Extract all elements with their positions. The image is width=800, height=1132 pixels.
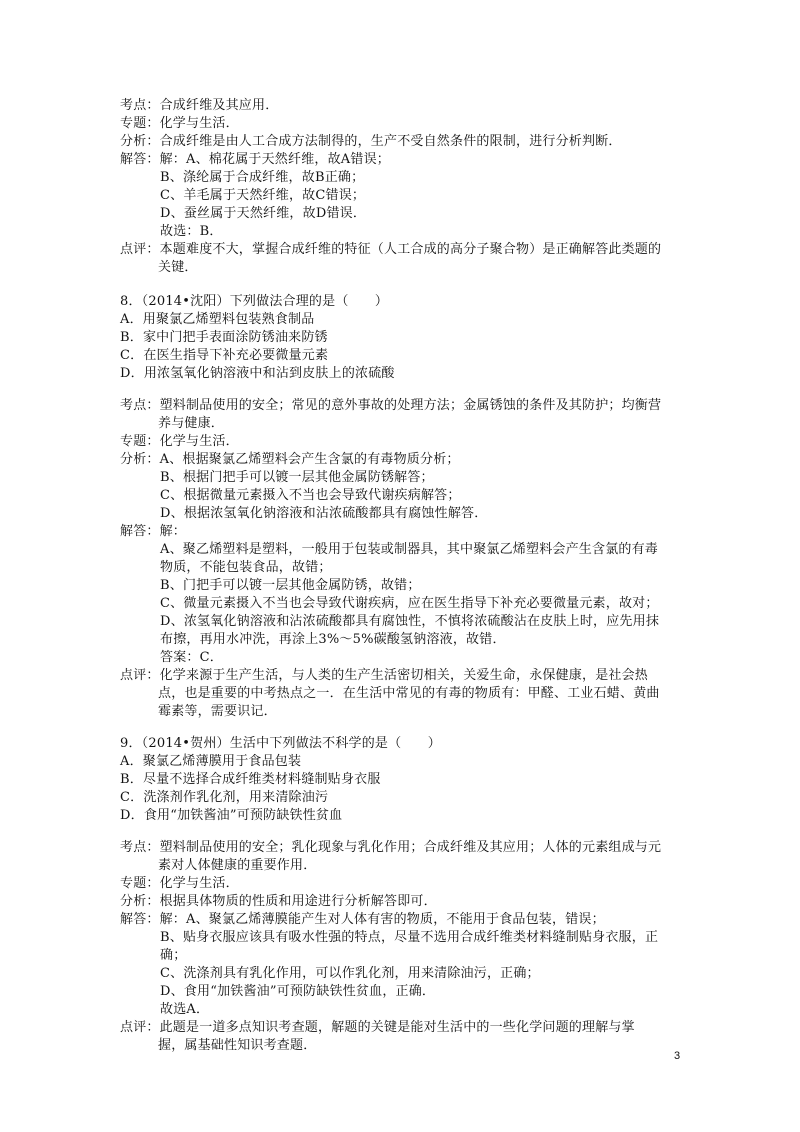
q8-jieda-c: C、微量元素摄入不当也会导致代谢疾病，应在医生指导下补充必要微量元素，故对； (160, 596, 659, 611)
q8-fenxi-d: D、根据浓氢氧化钠溶液和沾浓硫酸都具有腐蚀性解答． (160, 506, 488, 521)
q9-jieda-b: B、贴身衣服应该具有吸水性强的特点，尽量不选用合成纤维类材料缝制贴身衣服，正 (160, 930, 659, 945)
q8-jieda-b: B、门把手可以镀一层其他金属防锈，故错； (160, 578, 421, 593)
q9-kaodian-cont: 素对人体健康的重要作用． (158, 858, 317, 873)
q8-option-d: D．用浓氢氧化钠溶液中和沾到皮肤上的浓硫酸 (120, 366, 395, 381)
q7-kaodian: 考点：合成纤维及其应用． (120, 98, 279, 113)
q8-option-b: B．家中门把手表面涂防锈油来防锈 (120, 330, 328, 345)
q9-option-b: B．尽量不选择合成纤维类材料缝制贴身衣服 (120, 772, 381, 787)
q8-kaodian: 考点：塑料制品使用的安全；常见的意外事故的处理方法；金属锈蚀的条件及其防护；均衡营 (120, 398, 662, 413)
q9-option-a: A．聚氯乙烯薄膜用于食品包装 (120, 754, 302, 769)
q9-stem: 9．（2014•贺州）生活中下列做法不科学的是（ ） (120, 736, 441, 751)
q9-dianping-cont: 握，属基础性知识考查题． (158, 1038, 317, 1053)
q8-dianping-cont1: 点，也是重要的中考热点之一．在生活中常见的有毒的物质有：甲醛、工业石蜡、黄曲 (158, 686, 660, 701)
q8-stem: 8．（2014•沈阳）下列做法合理的是（ ） (120, 294, 389, 309)
q8-zhuanti: 专题：化学与生活． (120, 434, 239, 449)
q8-dianping: 点评：化学来源于生产生活，与人类的生产生活密切相关，关爱生命，永保健康，是社会热 (120, 668, 649, 683)
q7-dianping: 点评：本题难度不大，掌握合成纤维的特征（人工合成的高分子聚合物）是正确解答此类题的 (120, 242, 662, 257)
q8-option-c: C．在医生指导下补充必要微量元素 (120, 348, 329, 363)
q8-answer: 答案：C． (160, 650, 223, 665)
q8-jieda-a-cont: 物质，不能包装食品，故错； (160, 560, 332, 575)
q7-zhuanti: 专题：化学与生活． (120, 116, 239, 131)
q8-jieda-d-cont: 布擦，再用水冲洗，再涂上3%～5%碳酸氢钠溶液，故错． (160, 632, 506, 647)
q7-jieda: 解答：解：A、棉花属于天然纤维，故A错误； (120, 152, 390, 167)
q9-fenxi: 分析：根据具体物质的性质和用途进行分析解答即可． (120, 894, 437, 909)
q8-option-a: A．用聚氯乙烯塑料包装熟食制品 (120, 312, 315, 327)
q9-zhuanti: 专题：化学与生活． (120, 876, 239, 891)
q7-answer: 故选：B． (160, 224, 223, 239)
q9-jieda-d: D、食用“加铁酱油”可预防缺铁性贫血，正确． (160, 984, 436, 999)
q9-kaodian: 考点：塑料制品使用的安全；乳化现象与乳化作用；合成纤维及其应用；人体的元素组成与元 (120, 840, 662, 855)
q8-jieda-d: D、浓氢氧化钠溶液和沾浓硫酸都具有腐蚀性，不慎将浓硫酸沾在皮肤上时，应先用抹 (160, 614, 660, 629)
q8-kaodian-cont: 养与健康． (158, 416, 225, 431)
q8-jieda-a: A、聚乙烯塑料是塑料，一般用于包装或制器具，其中聚氯乙烯塑料会产生含氯的有毒 (160, 542, 658, 557)
q9-jieda-b-cont: 确； (160, 948, 187, 963)
q8-dianping-cont2: 霉素等，需要识记． (158, 704, 277, 719)
q7-jieda-d: D、蚕丝属于天然纤维，故D错误． (160, 206, 367, 221)
q9-dianping: 点评：此题是一道多点知识考查题，解题的关键是能对生活中的一些化学问题的理解与掌 (120, 1020, 635, 1035)
q7-dianping-cont: 关键． (158, 260, 198, 275)
page-number: 3 (674, 1050, 681, 1062)
q9-jieda-c: C、洗涤剂具有乳化作用，可以作乳化剂，用来清除油污，正确； (160, 966, 540, 981)
q8-fenxi-c: C、根据微量元素摄入不当也会导致代谢疾病解答； (160, 488, 461, 503)
q9-option-d: D．食用“加铁酱油”可预防缺铁性贫血 (120, 808, 343, 823)
q7-jieda-b: B、涤纶属于合成纤维，故B正确； (160, 170, 365, 185)
q8-fenxi: 分析：A、根据聚氯乙烯塑料会产生含氯的有毒物质分析； (120, 452, 460, 467)
q8-jieda: 解答：解： (120, 524, 187, 539)
q7-fenxi: 分析：合成纤维是由人工合成方法制得的，生产不受自然条件的限制，进行分析判断． (120, 134, 622, 149)
q9-answer: 故选A． (160, 1002, 210, 1017)
q7-jieda-c: C、羊毛属于天然纤维，故C错误； (160, 188, 366, 203)
q8-fenxi-b: B、根据门把手可以镀一层其他金属防锈解答； (160, 470, 434, 485)
q9-jieda: 解答：解：A、聚氯乙烯薄膜能产生对人体有害的物质，不能用于食品包装，错误； (120, 912, 605, 927)
q9-option-c: C．洗涤剂作乳化剂，用来清除油污 (120, 790, 329, 805)
